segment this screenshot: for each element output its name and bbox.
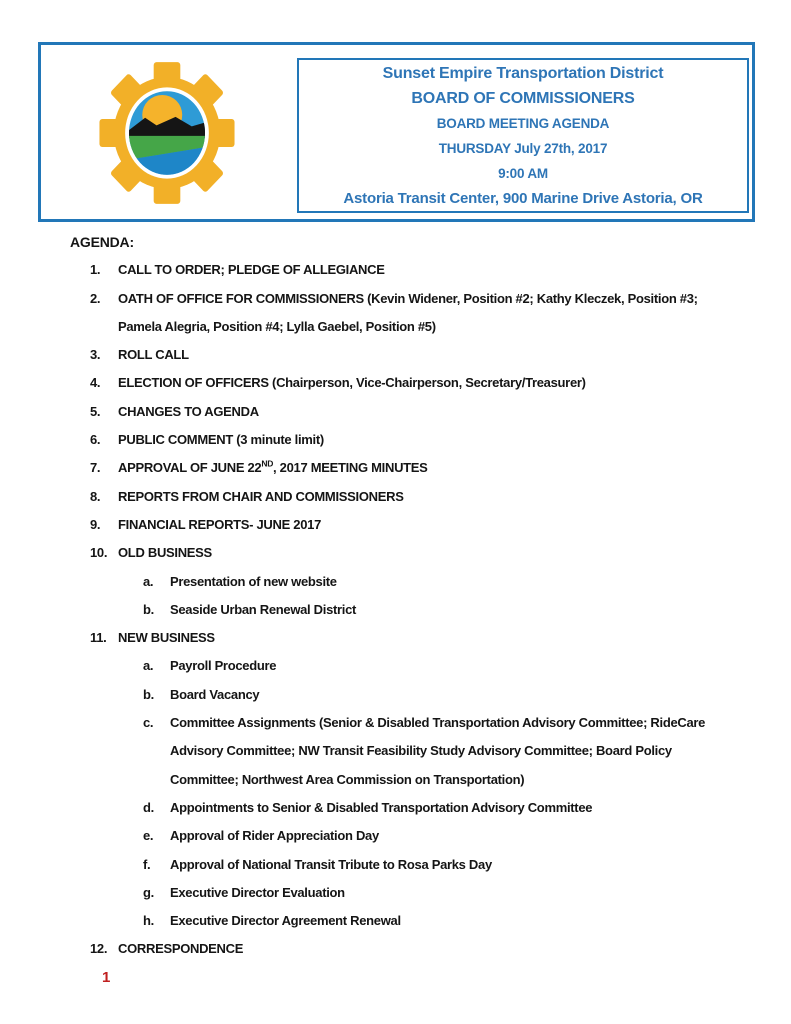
item-marker: 5. <box>90 403 101 419</box>
item-text: Seaside Urban Renewal District <box>170 601 357 617</box>
agenda-subitem <box>70 907 742 935</box>
item-text: FINANCIAL REPORTS- JUNE 2017 <box>118 516 322 532</box>
item-text: APPROVAL OF JUNE 22ND, 2017 MEETING MINUTES <box>118 459 428 476</box>
item-text: Board Vacancy <box>170 686 260 702</box>
item-text: OATH OF OFFICE FOR COMMISSIONERS (Kevin Widener, Position #2; Kathy Kleczek, Position #3; Pamela Alegria, Position #4; Lylla Gaebel, Position #5) <box>118 290 698 334</box>
agenda-subitem <box>70 851 742 879</box>
item-marker: 4. <box>90 375 101 391</box>
agenda-subitem <box>70 681 742 709</box>
page-number: 1 <box>102 969 111 986</box>
item-marker: b. <box>143 686 154 702</box>
item-text: CORRESPONDENCE <box>118 941 244 957</box>
item-marker: c. <box>143 715 154 731</box>
item-text: ELECTION OF OFFICERS (Chairperson, Vice-Chairperson, Secretary/Treasurer) <box>118 375 586 391</box>
header-title-box <box>297 58 749 213</box>
agenda-item <box>70 539 742 567</box>
item-text: PUBLIC COMMENT (3 minute limit) <box>118 432 324 448</box>
item-text: Executive Director Evaluation <box>170 884 345 900</box>
agenda-item <box>70 285 742 342</box>
org-logo <box>89 55 245 211</box>
item-text: Appointments to Senior & Disabled Transportation Advisory Committee <box>170 799 593 815</box>
item-text: REPORTS FROM CHAIR AND COMMISSIONERS <box>118 488 404 504</box>
header-banner <box>38 42 755 222</box>
gear-logo-icon <box>89 55 245 211</box>
item-marker: 11. <box>90 630 107 646</box>
agenda-item <box>70 454 742 482</box>
item-marker: d. <box>143 799 154 815</box>
item-marker: 1. <box>90 262 101 278</box>
item-text: CALL TO ORDER; PLEDGE OF ALLEGIANCE <box>118 262 385 278</box>
item-marker: a. <box>143 658 154 674</box>
item-marker: 9. <box>90 516 101 532</box>
item-marker: 10. <box>90 545 108 561</box>
agenda-subitem <box>70 709 742 794</box>
agenda-subitem <box>70 652 742 680</box>
agenda-heading: AGENDA: <box>70 234 134 250</box>
agenda-item <box>70 426 742 454</box>
item-marker: 7. <box>90 460 101 476</box>
item-marker: b. <box>143 601 154 617</box>
item-text: Executive Director Agreement Renewal <box>170 913 401 929</box>
item-text: Payroll Procedure <box>170 658 277 674</box>
agenda-subitem <box>70 794 742 822</box>
item-marker: g. <box>143 884 154 900</box>
item-marker: f. <box>143 856 151 872</box>
agenda-subitem <box>70 568 742 596</box>
agenda-list <box>70 256 742 963</box>
meeting-date: THURSDAY July 27th, 2017 <box>438 140 608 156</box>
agenda-item <box>70 935 742 963</box>
item-marker: a. <box>143 573 154 589</box>
item-marker: h. <box>143 913 154 929</box>
agenda-subitem <box>70 822 742 850</box>
agenda-item <box>70 511 742 539</box>
agenda-item <box>70 341 742 369</box>
agenda-item <box>70 256 742 284</box>
org-name: Sunset Empire Transportation District <box>382 64 664 82</box>
item-text: ROLL CALL <box>118 347 189 363</box>
agenda-section <box>70 228 742 964</box>
meeting-time: 9:00 AM <box>498 165 548 181</box>
item-text: OLD BUSINESS <box>118 545 212 561</box>
item-marker: 2. <box>90 290 101 306</box>
item-marker: 6. <box>90 432 101 448</box>
item-text: NEW BUSINESS <box>118 630 215 646</box>
agenda-item <box>70 369 742 397</box>
meeting-type: BOARD MEETING AGENDA <box>436 115 610 131</box>
item-marker: e. <box>143 828 154 844</box>
item-marker: 8. <box>90 488 101 504</box>
agenda-item <box>70 483 742 511</box>
agenda-subitem <box>70 596 742 624</box>
meeting-location: Astoria Transit Center, 900 Marine Drive Astoria, OR <box>343 189 703 207</box>
item-text: Presentation of new website <box>170 573 337 589</box>
item-text: Approval of Rider Appreciation Day <box>170 828 379 844</box>
agenda-item <box>70 398 742 426</box>
item-text: CHANGES TO AGENDA <box>118 403 259 419</box>
agenda-subitem <box>70 879 742 907</box>
item-marker: 3. <box>90 347 101 363</box>
board-title: BOARD OF COMMISSIONERS <box>411 89 635 107</box>
item-text: Committee Assignments (Senior & Disabled Transportation Advisory Committee; RideCare Advisory Committee; NW Transit Feasibility Study Advisory Committee; Board Policy Committee; Northwest Area Commission on Transportation) <box>170 715 706 787</box>
agenda-item <box>70 624 742 652</box>
item-marker: 12. <box>90 941 108 957</box>
item-text: Approval of National Transit Tribute to Rosa Parks Day <box>170 856 492 872</box>
